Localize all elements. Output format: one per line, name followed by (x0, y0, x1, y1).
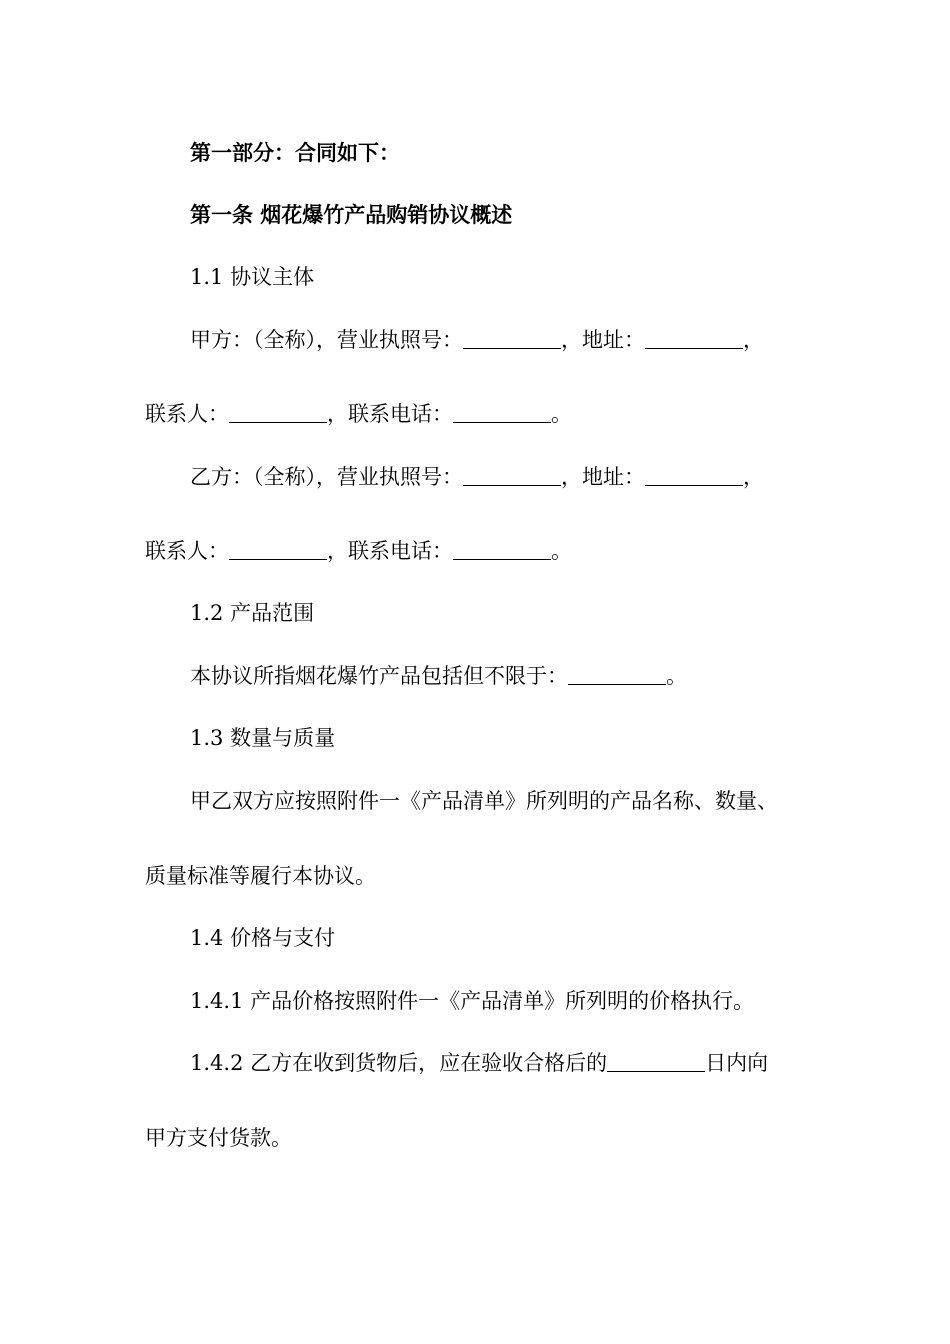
part-heading: 第一部分：合同如下： (190, 141, 400, 165)
section-1-4-2-line-1 (190, 1048, 768, 1078)
punctuation: ， (743, 465, 764, 489)
scope-paragraph (190, 661, 687, 691)
payment-text: 1.4.2 乙方在收到货物后，应在验收合格后的 (190, 1051, 608, 1075)
section-1-2-heading: 1.2 产品范围 (190, 601, 315, 625)
section-1-1-heading: 1.1 协议主体 (190, 265, 315, 289)
party-b-line-2 (145, 536, 572, 566)
party-a-phone-label: ，联系电话： (327, 402, 453, 426)
quality-line-1: 甲乙双方应按照附件一《产品清单》所列明的产品名称、数量、 (190, 789, 778, 813)
scope-text: 本协议所指烟花爆竹产品包括但不限于： (190, 664, 568, 688)
party-a-name-label: 甲方：（全称），营业执照号： (190, 328, 463, 352)
party-b-contact-label: 联系人： (145, 539, 229, 563)
party-a-line-1 (190, 325, 764, 355)
section-1-4-2-line-2: 甲方支付货款。 (145, 1126, 292, 1150)
payment-text-end: 日内向 (705, 1051, 769, 1075)
party-b-name-label: 乙方：（全称），营业执照号： (190, 465, 463, 489)
section-1-4-1: 1.4.1 产品价格按照附件一《产品清单》所列明的价格执行。 (190, 989, 755, 1013)
blank-field (453, 404, 551, 423)
party-a-address-label: ，地址： (561, 328, 645, 352)
blank-field (645, 467, 743, 486)
blank-field (453, 541, 551, 560)
article-heading: 第一条 烟花爆竹产品购销协议概述 (190, 203, 513, 227)
section-1-4-heading: 1.4 价格与支付 (190, 926, 336, 950)
blank-field (463, 330, 561, 349)
punctuation: 。 (551, 402, 572, 426)
party-a-contact-label: 联系人： (145, 402, 229, 426)
punctuation: ， (743, 328, 764, 352)
party-a-line-2 (145, 399, 572, 429)
punctuation: 。 (551, 539, 572, 563)
section-1-3-heading: 1.3 数量与质量 (190, 726, 336, 750)
party-b-address-label: ，地址： (561, 465, 645, 489)
blank-field (229, 541, 327, 560)
blank-field (645, 330, 743, 349)
party-b-line-1 (190, 462, 764, 492)
blank-field (229, 404, 327, 423)
punctuation: 。 (666, 664, 687, 688)
quality-line-2: 质量标准等履行本协议。 (145, 864, 376, 888)
blank-field (607, 1053, 705, 1072)
blank-field (463, 467, 561, 486)
blank-field (568, 666, 666, 685)
party-b-phone-label: ，联系电话： (327, 539, 453, 563)
